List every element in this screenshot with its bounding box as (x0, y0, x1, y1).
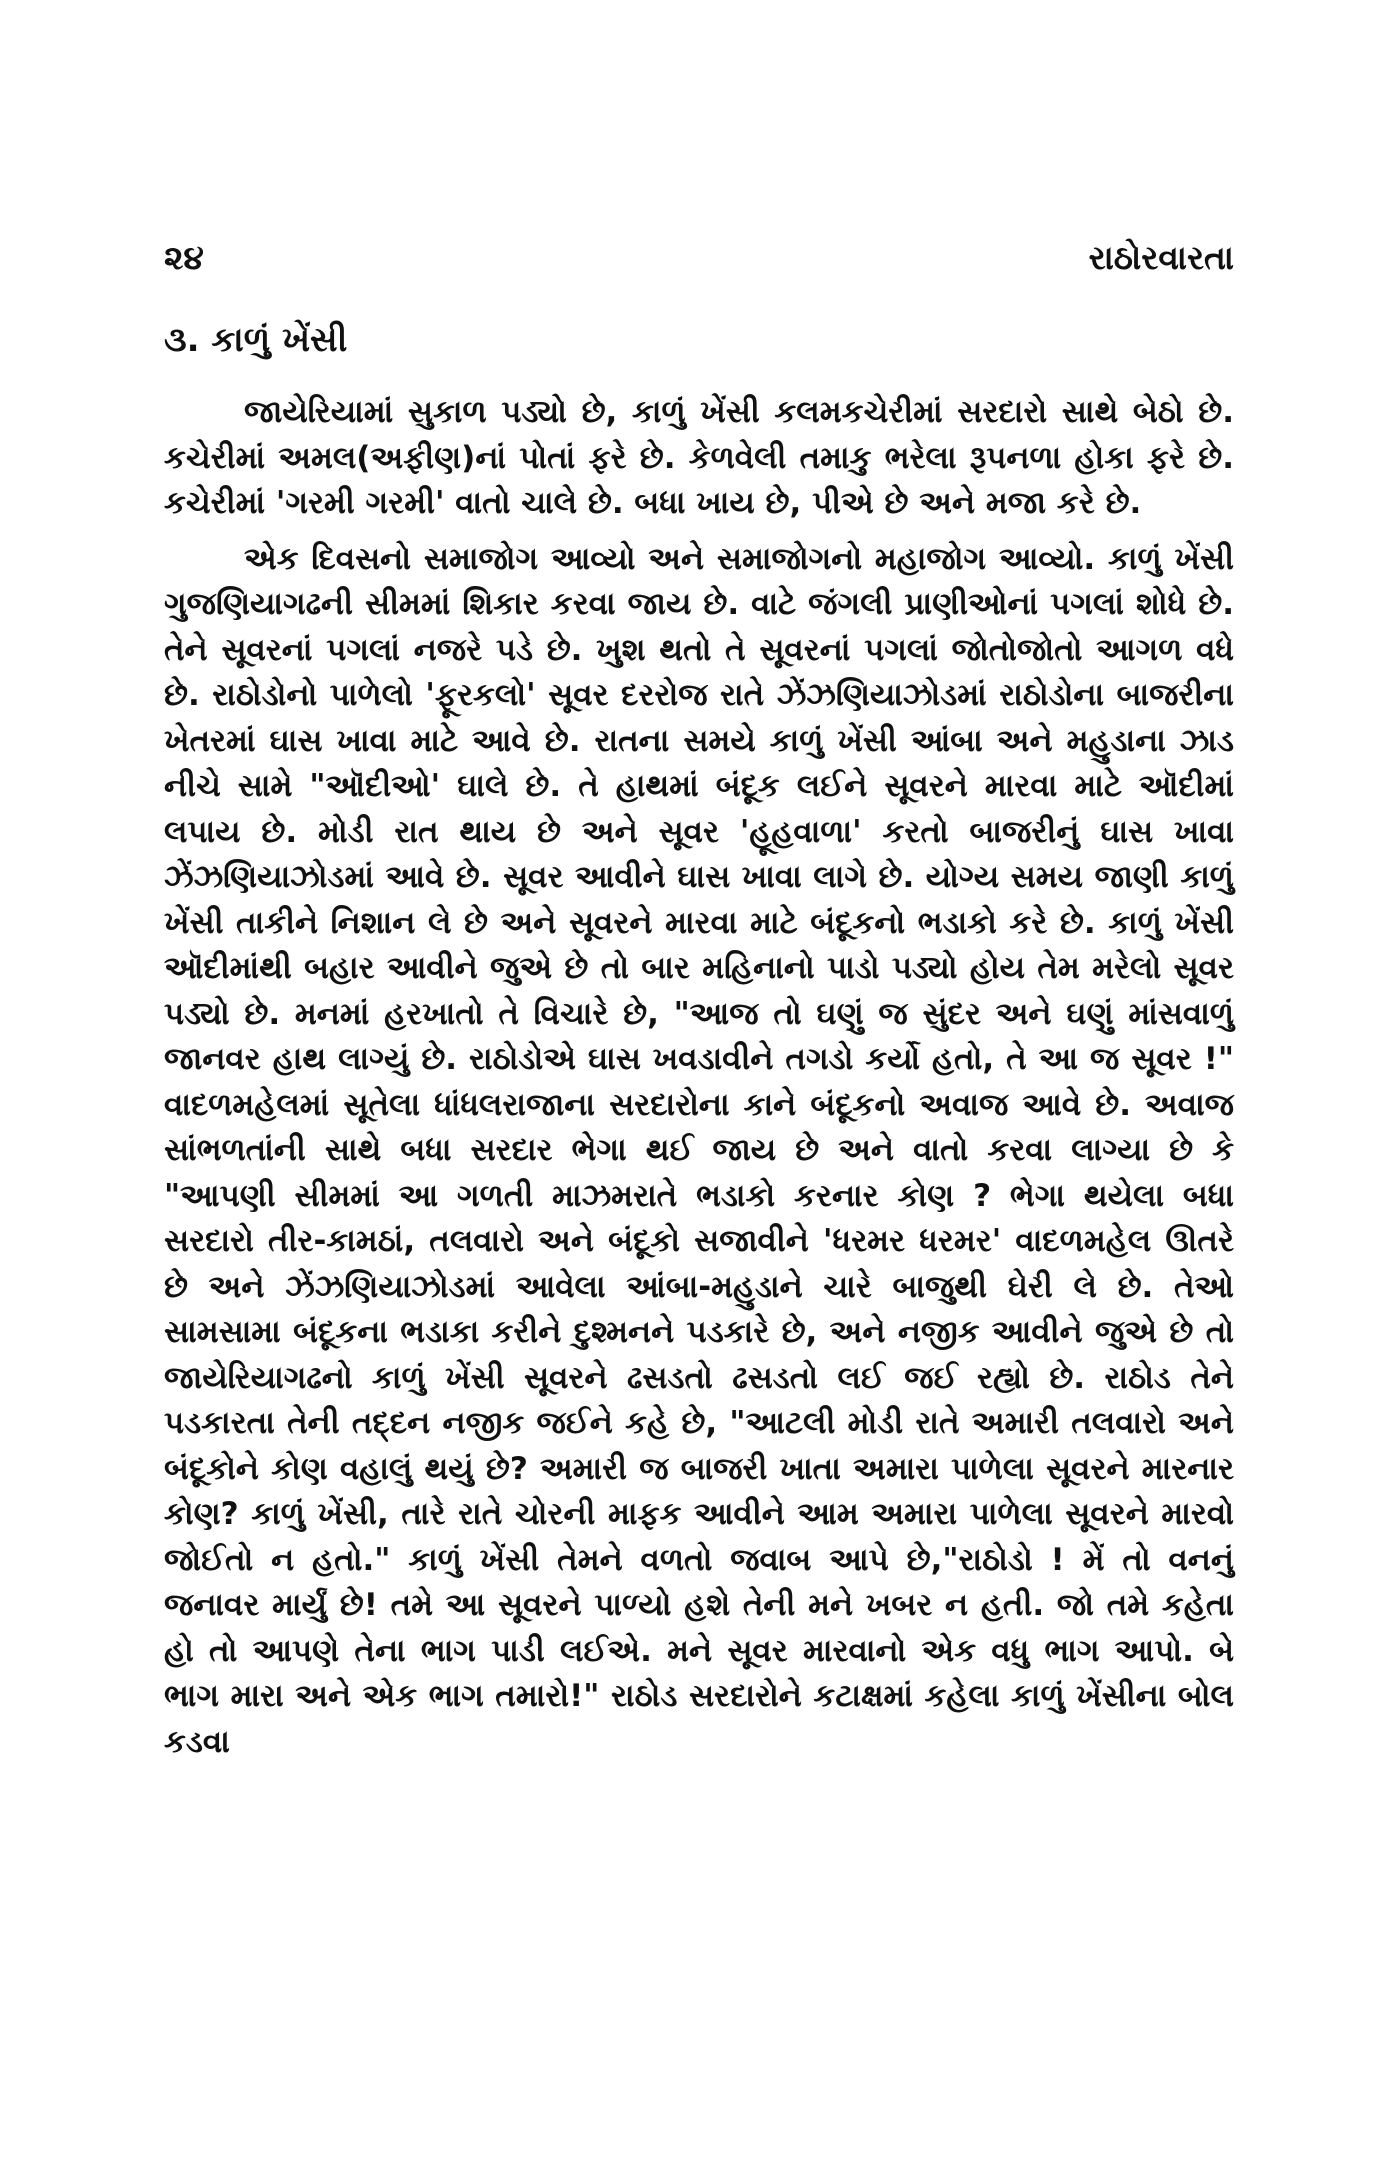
running-head (164, 238, 1234, 288)
book-title: રાઠોરવારતા (1088, 238, 1234, 277)
chapter-heading: ૩. કાળું ખેંસી (164, 320, 348, 360)
paragraph-1: જાયેરિયામાં સુકાળ પડ્યો છે, કાળું ખેંસી કલમકચેરીમાં સરદારો સાથે બેઠો છે. કચેરીમાં અમલ(અફીણ)નાં પોતાં ફરે છે. કેળવેલી તમાકુ ભરેલા રૂપનળા હોકા ફરે છે. કચેરીમાં 'ગરમી ગરમી' વાતો ચાલે છે. બધા ખાય છે, પીએ છે અને મજા કરે છે. (164, 394, 1234, 521)
page-number: ૨૪ (164, 238, 204, 277)
paragraph-2: એક દિવસનો સમાજોગ આવ્યો અને સમાજોગનો મહાજોગ આવ્યો. કાળું ખેંસી ગુજણિયાગઢની સીમમાં શિકાર કરવા જાય છે. વાટે જંગલી પ્રાણીઓનાં પગલાં શોધે છે. તેને સૂવરનાં પગલાં નજરે પડે છે. ખુશ થતો તે સૂવરનાં પગલાં જોતોજોતો આગળ વધે છે. રાઠોડોનો પાળેલો 'ફૂરકલો' સૂવર દરરોજ રાતે ઝેંઝણિયાઝોડમાં રાઠોડોના બાજરીના ખેતરમાં ઘાસ ખાવા માટે આવે છે. રાતના સમયે કાળું ખેંસી આંબા અને મહુડાના ઝાડ નીચે સામે "ઑદીઓ' ઘાલે છે. તે હાથમાં બંદૂક લઈને સૂવરને મારવા માટે ઑદીમાં લપાય છે. મોડી રાત થાય છે અને સૂવર 'હૂહવાળા' કરતો બાજરીનું ઘાસ ખાવા ઝેંઝણિયાઝોડમાં આવે છે. સૂવર આવીને ઘાસ ખાવા લાગે છે. યોગ્ય સમય જાણી કાળું ખેંસી તાકીને નિશાન લે છે અને સૂવરને મારવા માટે બંદૂકનો ભડાકો કરે છે. કાળું ખેંસી ઑદીમાંથી બહાર આવીને જુએ છે તો બાર મહિનાનો પાડો પડ્યો હોય તેમ મરેલો સૂવર પડ્યો છે. મનમાં હરખાતો તે વિચારે છે, "આજ તો ઘણું જ સુંદર અને ઘણું માંસવાળું જાનવર હાથ લાગ્યું છે. રાઠોડોએ ઘાસ ખવડાવીને તગડો કર્યો હતો, તે આ જ સૂવર !" વાદળમહેલમાં સૂતેલા ધાંધલરાજાના સરદારોના કાને બંદૂકનો અવાજ આવે છે. અવાજ સાંભળતાંની સાથે બધા સરદાર ભેગા થઈ જાય છે અને વાતો કરવા લાગ્યા છે કે "આપણી સીમમાં આ ગળતી માઝમરાતે ભડાકો કરનાર કોણ ? ભેગા થયેલા બધા સરદારો તીર-કામઠાં, તલવારો અને બંદૂકો સજાવીને 'ધરમર ધરમર' વાદળમહેલ ઊતરે છે અને ઝેંઝણિયાઝોડમાં આવેલા આંબા-મહુડાને ચારે બાજુથી ઘેરી લે છે. તેઓ સામસામા બંદૂકના ભડાકા કરીને દુશ્મનને પડકારે છે, અને નજીક આવીને જુએ છે તો જાયેરિયાગઢનો કાળું ખેંસી સૂવરને ઢસડતો ઢસડતો લઈ જઈ રહ્યો છે. રાઠોડ તેને પડકારતા તેની તદ્દન નજીક જઈને કહે છે, "આટલી મોડી રાતે અમારી તલવારો અને બંદૂકોને કોણ વહાલું થયું છે? અમારી જ બાજરી ખાતા અમારા પાળેલા સૂવરને મારનાર કોણ? કાળું ખેંસી, તારે રાતે ચોરની માફક આવીને આમ અમારા પાળેલા સૂવરને મારવો જોઈતો ન હતો." કાળું ખેંસી તેમને વળતો જવાબ આપે છે,"રાઠોડો ! મેં તો વનનું જનાવર માર્યું છે! તમે આ સૂવરને પાળ્યો હશે તેની મને ખબર ન હતી. જો તમે કહેતા હો તો આપણે તેના ભાગ પાડી લઈએ. મને સૂવર મારવાનો એક વધુ ભાગ આપો. બે ભાગ મારા અને એક ભાગ તમારો!" રાઠોડ સરદારોને કટાક્ષમાં કહેલા કાળું ખેંસીના બોલ કડવા (164, 540, 1235, 1760)
body-text (164, 390, 1234, 1775)
